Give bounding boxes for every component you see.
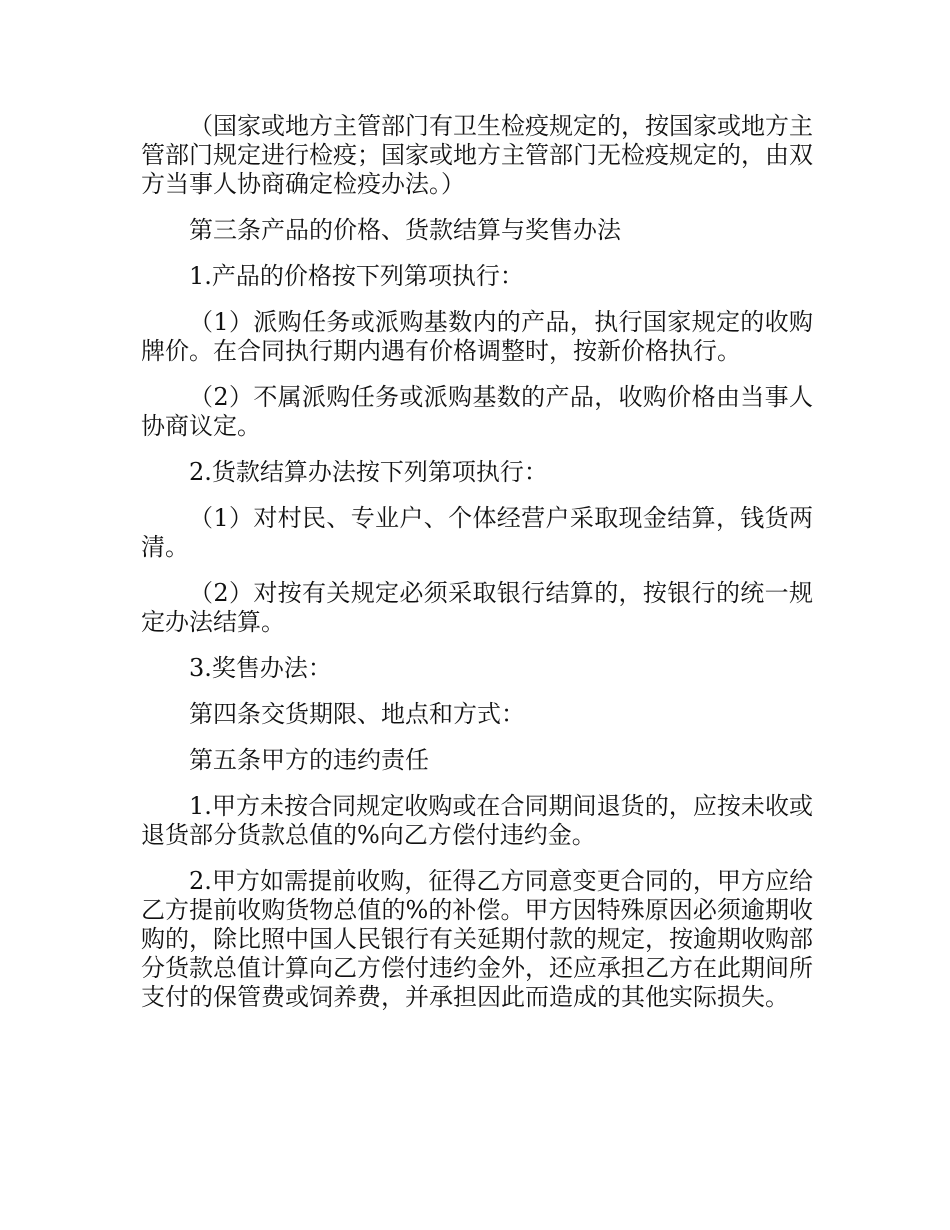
paragraph-quarantine-note: （国家或地方主管部门有卫生检疫规定的，按国家或地方主管部门规定进行检疫；国家或地方主管部门无检疫规定的，由双方当事人协商确定检疫办法。）: [141, 112, 813, 198]
clause-3-3: 3.奖售办法：: [189, 654, 332, 682]
clause-3-1-item-1: （1）派购任务或派购基数内的产品，执行国家规定的收购牌价。在合同执行期内遇有价格调整时，按新价格执行。: [141, 308, 813, 365]
clause-3-2-item-1: （1）对村民、专业户、个体经营户采取现金结算，钱货两清。: [141, 504, 813, 561]
article-4-heading: 第四条交货期限、地点和方式：: [189, 700, 525, 728]
clause-3-1: 1.产品的价格按下列第项执行：: [189, 262, 524, 290]
article-3-heading: 第三条产品的价格、货款结算与奖售办法: [189, 216, 621, 244]
document-body: [141, 112, 813, 1029]
article-5-heading: 第五条甲方的违约责任: [189, 746, 429, 774]
clause-3-2-item-2: （2）对按有关规定必须采取银行结算的，按银行的统一规定办法结算。: [141, 579, 813, 636]
clause-3-2: 2.货款结算办法按下列第项执行：: [189, 458, 548, 486]
clause-5-1: 1.甲方未按合同规定收购或在合同期间退货的，应按未收或退货部分货款总值的%向乙方偿付违约金。: [141, 792, 813, 849]
clause-5-2: 2.甲方如需提前收购，征得乙方同意变更合同的，甲方应给乙方提前收购货物总值的%的补偿。甲方因特殊原因必须逾期收购的，除比照中国人民银行有关延期付款的规定，按逾期收购部分货款总值计算向乙方偿付违约金外，还应承担乙方在此期间所支付的保管费或饲养费，并承担因此而造成的其他实际损失。: [141, 867, 813, 1011]
clause-3-1-item-2: （2）不属派购任务或派购基数的产品，收购价格由当事人协商议定。: [141, 383, 813, 440]
